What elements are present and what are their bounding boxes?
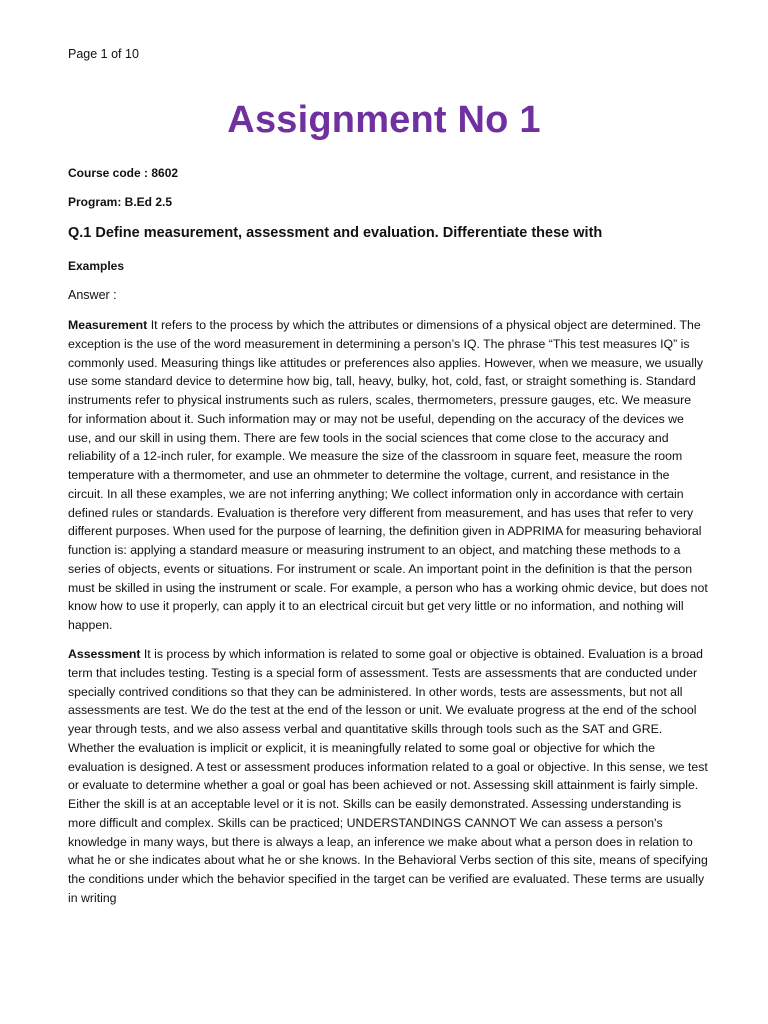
measurement-text: It refers to the process by which the attributes or dimensions of a physical object are determined. The exception is the use of the word measurement in determining a person’s IQ. The phrase “This test measures IQ” is commonly used. Measuring things like attitudes or preferences also applies. However, when we measure, we usually use some standard device to determine how big, tall, heavy, bulky, hot, cold, fast, or straight something is. Standard instruments refer to physical instruments such as rulers, scales, thermometers, pressure gauges, etc. We measure for information about it. Such information may or may not be useful, depending on the accuracy of the devices we use, and our skill in using them. There are few tools in the social sciences that come close to the accuracy and reliability of a 12-inch ruler, for example. We measure the size of the classroom in square feet, measure the room temperature with a thermometer, and use an ohmmeter to determine the voltage, current, and resistance in the circuit. In all these examples, we are not inferring anything; We collect information only in accordance with certain defined rules or standards. Evaluation is therefore very different from measurement, and has uses that refer to very different purposes. When used for the purpose of learning, the definition given in ADPRIMA for measuring behavioral function is: applying a standard measure or measuring instrument to an object, and matching these methods to a series of objects, events or situations. For instrument or scale. An important point in the definition is that the person must be skilled in using the instrument or scale. For example, a person who has a working ohmic device, but does not know how to use it properly, can apply it to an electrical circuit but get very little or no information, and nothing will happen. bbox=[68, 318, 708, 632]
page-number: Page 1 of 10 bbox=[68, 47, 139, 61]
measurement-paragraph bbox=[68, 316, 708, 635]
examples-label: Examples bbox=[68, 259, 125, 273]
course-code: Course code : 8602 bbox=[68, 166, 179, 180]
assessment-text: It is process by which information is related to some goal or objective is obtained. Evaluation is a broad term that includes testing. Testing is a special form of assessment. Tests are assessments that are conducted under specially contrived conditions so that they can be administered. In other words, tests are assessments, but not all assessments are test. We do the test at the end of the lesson or unit. We evaluate progress at the end of the school year through tests, and we also assess verbal and quantitative skills through tools such as the SAT and GRE. Whether the evaluation is implicit or explicit, it is meaningfully related to some goal or objective for which the evaluation is designed. A test or assessment produces information related to a goal or objective. In this sense, we test or evaluate to determine whether a goal or goal has been achieved or not. Assessing skill attainment is fairly simple. Either the skill is at an acceptable level or it is not. Skills can be easily demonstrated. Assessing understanding is more difficult and complex. Skills can be practiced; UNDERSTANDINGS CANNOT We can assess a person's knowledge in many ways, but there is always a leap, an inference we make about what a person does in relation to what he or she indicates about what he or she knows. In the Behavioral Verbs section of this site, means of specifying the conditions under which the behavior specified in the target can be verified are evaluated. These terms are usually in writing bbox=[68, 647, 708, 905]
program: Program: B.Ed 2.5 bbox=[68, 195, 173, 209]
assessment-term: Assessment bbox=[68, 647, 141, 661]
document-title: Assignment No 1 bbox=[227, 99, 541, 141]
assessment-paragraph bbox=[68, 645, 708, 908]
answer-label: Answer : bbox=[68, 288, 117, 302]
question-heading: Q.1 Define measurement, assessment and evaluation. Differentiate these with bbox=[68, 225, 603, 241]
measurement-term: Measurement bbox=[68, 318, 148, 332]
